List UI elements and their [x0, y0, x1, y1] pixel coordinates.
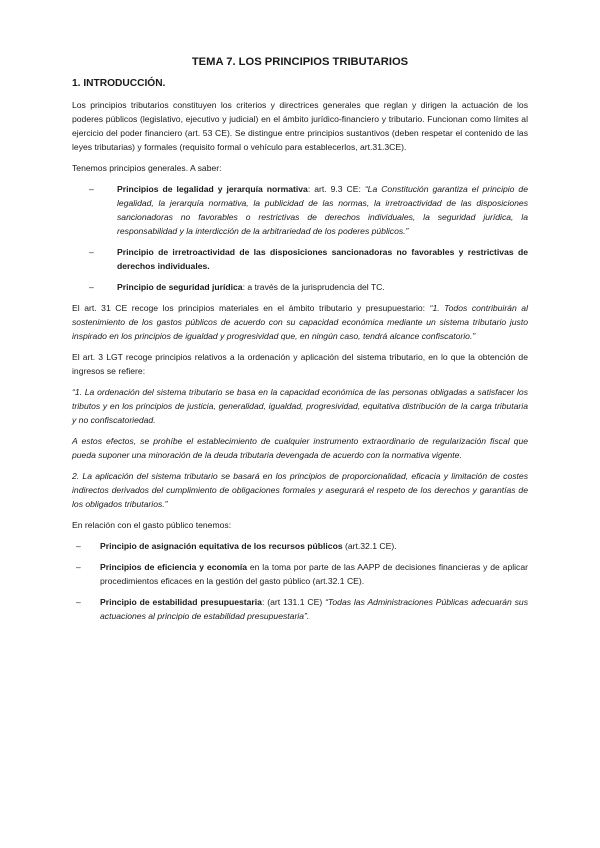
art3-quote-1: “1. La ordenación del sistema tributario se basa en la capacidad económica de las personas obligadas a satisfacer los tributos y en los principios de justicia, generalidad, igualdad, progresividad, equitativa distribución de la carga tributaria y no confiscatoriedad. [72, 387, 528, 425]
list-item [72, 280, 528, 294]
art31-intro: El art. 31 CE recoge los principios materiales en el ámbito tributario y presupuestario: [72, 303, 430, 313]
list-item [72, 539, 528, 553]
list-item [72, 595, 528, 623]
principle-name: Principios de eficiencia y economía [100, 562, 248, 572]
principle-quote: “Todas las Administraciones Públicas adecuarán sus actuaciones al principio de estabilidad presupuestaria”. [100, 597, 528, 621]
art3-quote-2: A estos efectos, se prohíbe el establecimiento de cualquier instrumento extraordinario de regularización fiscal que pueda suponer una minoración de la deuda tributaria devengada de acuerdo con la normativa vigente. [72, 436, 528, 460]
general-principles-list [72, 182, 528, 294]
art31-paragraph [72, 301, 528, 343]
gasto-principles-list [72, 539, 528, 623]
section-heading: 1. INTRODUCCIÓN. [72, 78, 166, 89]
principle-name: Principio de irretroactividad de las disposiciones sancionadoras no favorables y restrictivas de derechos individuales. [117, 247, 528, 271]
principle-ref: en la toma por parte de las AAPP de decisiones financieras y de aplicar procedimientos eficaces en la gestión del gasto público (art.32.1 CE). [100, 562, 528, 586]
dash-bullet: – [76, 597, 81, 607]
dash-bullet: – [76, 541, 81, 551]
document-title: TEMA 7. LOS PRINCIPIOS TRIBUTARIOS [191, 56, 409, 68]
principle-quote: “La Constitución garantiza el principio de legalidad, la jerarquía normativa, la publicidad de las normas, la irretroactividad de las disposiciones sancionadoras no favorables o restrictivas de derechos individuales, la seguridad jurídica, la responsabilidad y la interdicción de la arbitrariedad de los poderes públicos.” [117, 184, 528, 236]
gasto-intro: En relación con el gasto público tenemos: [72, 520, 232, 530]
dash-bullet: – [89, 282, 94, 292]
art31-quote: “1. Todos contribuirán al sostenimiento de los gastos públicos de acuerdo con su capacidad económica mediante un sistema tributario justo inspirado en los principios de igualdad y progresividad que, en ningún caso, tendrá alcance confiscatorio.” [72, 303, 528, 341]
general-intro: Tenemos principios generales. A saber: [72, 163, 222, 173]
principle-name: Principio de asignación equitativa de los recursos públicos [100, 541, 343, 551]
dash-bullet: – [76, 562, 81, 572]
dash-bullet: – [89, 247, 94, 257]
principle-ref: (art.32.1 CE). [342, 541, 397, 551]
principle-name: Principio de seguridad jurídica [117, 282, 243, 292]
principle-name: Principios de legalidad y jerarquía normativa [117, 184, 308, 194]
principle-name: Principio de estabilidad presupuestaria [100, 597, 262, 607]
list-item [72, 560, 528, 588]
art3-intro: El art. 3 LGT recoge principios relativos a la ordenación y aplicación del sistema tributario, en lo que la obtención de ingresos se refiere: [72, 352, 528, 376]
list-item [72, 182, 528, 238]
dash-bullet: – [89, 184, 94, 194]
principle-ref: : (art 131.1 CE) [261, 597, 326, 607]
principle-ref: : a través de la jurisprudencia del TC. [242, 282, 385, 292]
intro-paragraph: Los principios tributarios constituyen los criterios y directrices generales que reglan y dirigen la actuación de los poderes públicos (legislativo, ejecutivo y judicial) en el ámbito jurídico-financiero y tributario. Funcionan como límites al ejercicio del poder financiero (art. 53 CE). Se distingue entre principios sustantivos (deben respetar el contenido de las leyes tributarias) y formales (requisito formal o vehículo para establecerlos, art.31.3CE). [72, 100, 528, 152]
principle-ref: : art. 9.3 CE: [307, 184, 365, 194]
art3-quote-3: 2. La aplicación del sistema tributario se basará en los principios de proporcionalidad, eficacia y limitación de costes indirectos derivados del cumplimiento de obligaciones formales y asegurará el respeto de los derechos y garantías de los obligados tributarios.” [72, 471, 528, 509]
list-item [72, 245, 528, 273]
